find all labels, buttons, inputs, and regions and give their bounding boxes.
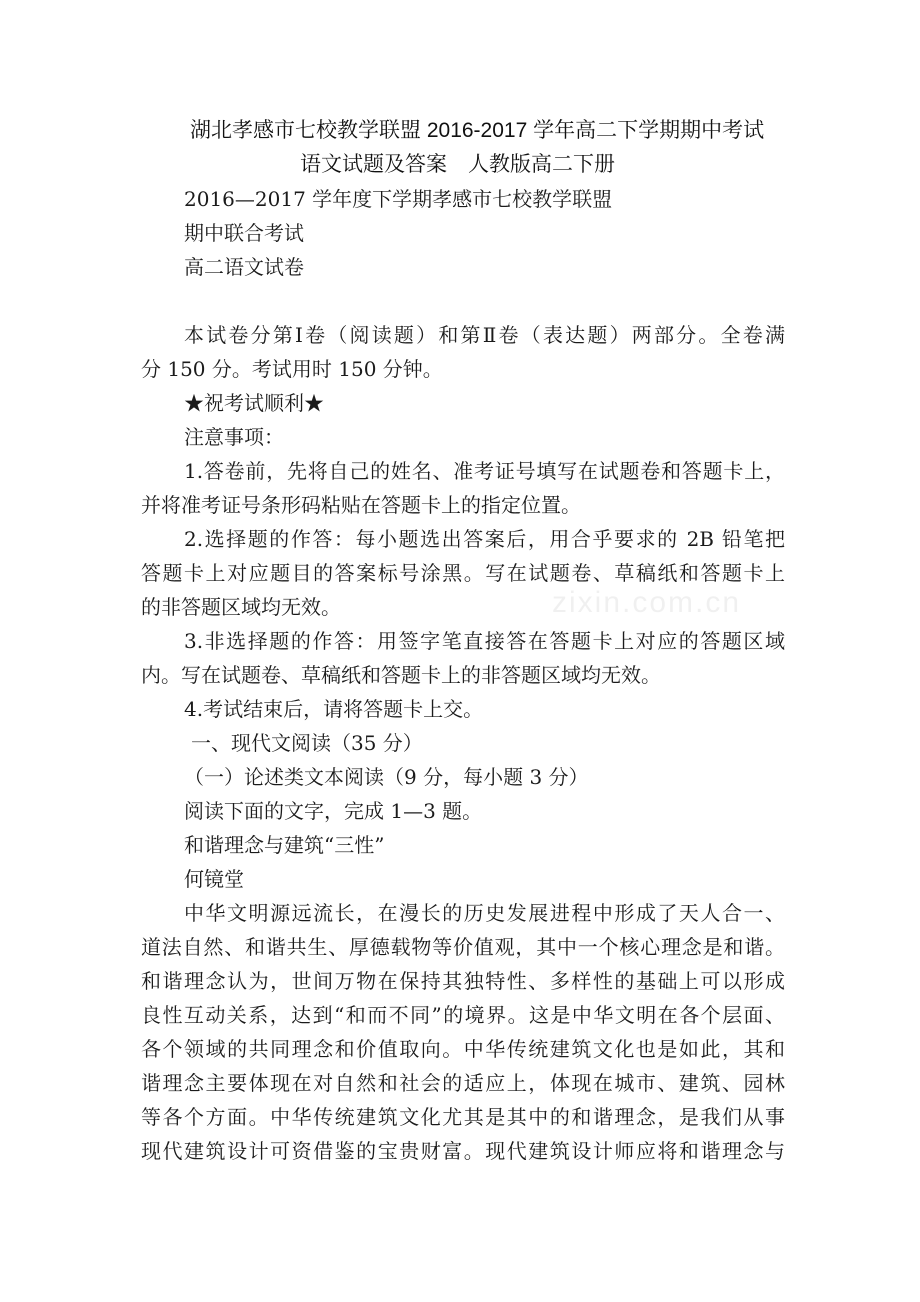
article-body-line: 和谐理念认为，世间万物在保持其独特性、多样性的基础上可以形成 xyxy=(141,969,785,993)
notice-line: 的非答题区域均无效。 xyxy=(141,595,341,619)
subsection-heading: （一）论述类文本阅读（9 分，每小题 3 分） xyxy=(184,765,589,789)
watermark-text: zixin.com.cn xyxy=(552,586,742,619)
reading-instruction: 阅读下面的文字，完成 1—3 题。 xyxy=(184,799,483,823)
notice-heading: 注意事项： xyxy=(184,425,284,449)
notice-line: 2.选择题的作答：每小题选出答案后，用合乎要求的 2B 铅笔把 xyxy=(184,527,785,551)
notice-line: 4.考试结束后，请将答题卡上交。 xyxy=(184,697,484,721)
document-title-line-2: 语文试题及答案 人教版高二下册 xyxy=(300,153,615,176)
article-body-line: 等各个方面。中华传统建筑文化尤其是其中的和谐理念，是我们从事 xyxy=(141,1105,785,1129)
intro-line: 本试卷分第Ⅰ卷（阅读题）和第Ⅱ卷（表达题）两部分。全卷满 xyxy=(184,323,785,347)
article-author: 何镜堂 xyxy=(184,867,244,891)
notice-line: 并将准考证号条形码粘贴在答题卡上的指定位置。 xyxy=(141,493,581,517)
article-body-line: 现代建筑设计可资借鉴的宝贵财富。现代建筑设计师应将和谐理念与 xyxy=(141,1139,785,1163)
article-body-line: 各个领域的共同理念和价值取向。中华传统建筑文化也是如此，其和 xyxy=(141,1037,785,1061)
article-body-line: 中华文明源远流长，在漫长的历史发展进程中形成了天人合一、 xyxy=(184,901,785,925)
notice-line: 1.答卷前，先将自己的姓名、准考证号填写在试题卷和答题卡上， xyxy=(184,459,785,483)
notice-line: 内。写在试题卷、草稿纸和答题卡上的非答题区域均无效。 xyxy=(141,663,661,687)
document-page xyxy=(0,114,920,1168)
blank-line xyxy=(0,284,920,318)
article-body-line: 道法自然、和谐共生、厚德载物等价值观，其中一个核心理念是和谐。 xyxy=(141,935,785,959)
section-heading: 一、现代文阅读（35 分） xyxy=(191,731,423,755)
exam-header-line: 2016—2017 学年度下学期孝感市七校教学联盟 xyxy=(184,187,613,211)
article-body-line: 谐理念主要体现在对自然和社会的适应上，体现在城市、建筑、园林 xyxy=(141,1071,785,1095)
article-body-line: 良性互动关系，达到“和而不同”的境界。这是中华文明在各个层面、 xyxy=(141,1003,785,1027)
notice-line: 3.非选择题的作答：用签字笔直接答在答题卡上对应的答题区域 xyxy=(184,629,785,653)
exam-header-line: 高二语文试卷 xyxy=(184,255,304,279)
notice-line: 答题卡上对应题目的答案标号涂黑。写在试题卷、草稿纸和答题卡上 xyxy=(141,561,785,585)
blessing-text: ★祝考试顺利★ xyxy=(184,391,324,415)
document-title-line-1: 湖北孝感市七校教学联盟 2016-2017 学年高二下学期期中考试 xyxy=(190,119,765,142)
exam-header-line: 期中联合考试 xyxy=(184,221,304,245)
article-title: 和谐理念与建筑“三性” xyxy=(184,833,385,857)
intro-line: 分 150 分。考试用时 150 分钟。 xyxy=(141,357,443,381)
